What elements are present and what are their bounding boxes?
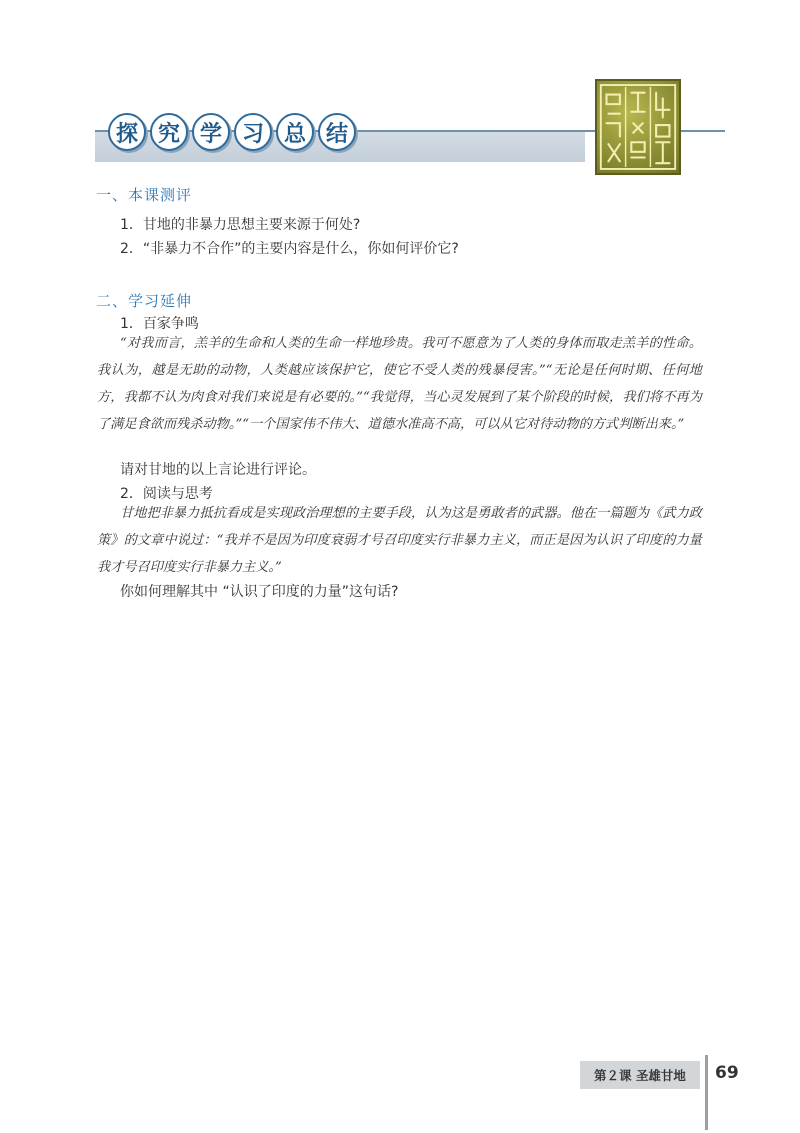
section-heading-assessment: 一、本课测评 — [96, 186, 193, 204]
question-item: 2．“非暴力不合作”的主要内容是什么，你如何评价它? — [120, 241, 459, 257]
reading-paragraph: 甘地把非暴力抵抗看成是实现政治理想的主要手段，认为这是勇敢者的武器。他在一篇题为《武力政策》的文章中说过：“我并不是因为印度衰弱才号召印度实行非暴力主义，而正是因为认识了印度的力量我才号召印度实行非暴力主义。” — [97, 506, 702, 575]
title-char: 学 — [192, 113, 230, 151]
page-number: 69 — [715, 1063, 739, 1083]
gandhi-quote-paragraph: “对我而言，羔羊的生命和人类的生命一样地珍贵。我可不愿意为了人类的身体而取走羔羊的性命。我认为，越是无助的动物，人类越应该保护它，使它不受人类的残暴侵害。”“无论是任何时期、任何地方，我都不认为肉食对我们来说是有必要的。”“我觉得，当心灵发展到了某个阶段的时候，我们将不再为了满足食欲而残杀动物。”“一个国家伟不伟大、道德水准高不高，可以从它对待动物的方式判断出来。” — [97, 336, 702, 432]
title-char: 习 — [234, 113, 272, 151]
footer-lesson-label — [580, 1061, 700, 1089]
title-char: 究 — [150, 113, 188, 151]
title-char: 探 — [108, 113, 146, 151]
lesson-title: 第２课 圣雄甘地 — [594, 1068, 686, 1083]
subsection-label: 1．百家争鸣 — [120, 316, 199, 332]
question-item: 你如何理解其中 “认识了印度的力量”这句话? — [120, 584, 399, 600]
seal-stamp-icon — [595, 79, 681, 175]
title-char: 总 — [276, 113, 314, 151]
section-heading-extension: 二、学习延伸 — [96, 292, 193, 310]
question-item: 1．甘地的非暴力思想主要来源于何处? — [120, 217, 361, 233]
prompt-text: 请对甘地的以上言论进行评论。 — [120, 462, 316, 478]
subsection-label: 2．阅读与思考 — [120, 486, 213, 502]
title-char: 结 — [318, 113, 356, 151]
page-title — [108, 113, 356, 149]
footer-divider — [705, 1055, 708, 1130]
